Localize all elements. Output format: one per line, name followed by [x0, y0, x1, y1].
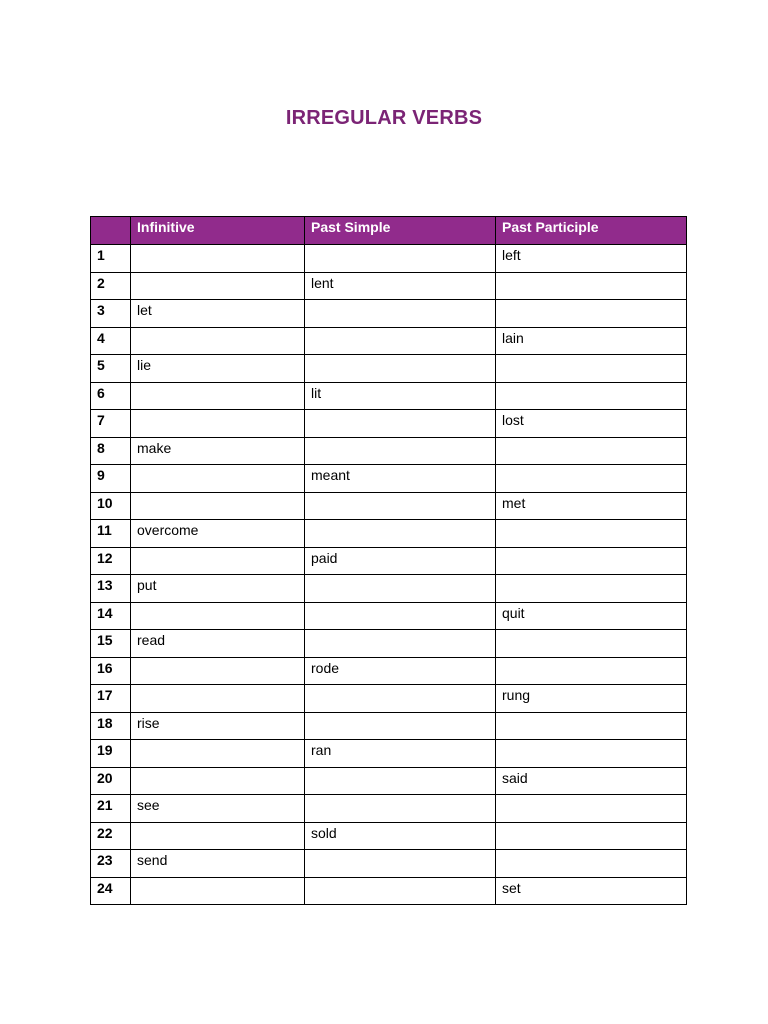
table-row	[91, 712, 687, 740]
table-row	[91, 272, 687, 300]
past-simple-cell	[305, 437, 496, 465]
table-row	[91, 492, 687, 520]
row-number-cell: 1	[91, 245, 131, 273]
infinitive-cell	[131, 657, 305, 685]
table-row	[91, 850, 687, 878]
past-participle-cell	[496, 300, 687, 328]
past-participle-cell	[496, 795, 687, 823]
row-number-cell: 17	[91, 685, 131, 713]
infinitive-cell	[131, 877, 305, 905]
infinitive-cell	[131, 767, 305, 795]
table-header-row	[91, 217, 687, 245]
past-simple-cell	[305, 602, 496, 630]
table-body	[91, 245, 687, 905]
past-simple-cell	[305, 575, 496, 603]
table-row	[91, 740, 687, 768]
row-number-cell: 10	[91, 492, 131, 520]
table-row	[91, 465, 687, 493]
infinitive-cell	[131, 410, 305, 438]
past-participle-cell	[496, 712, 687, 740]
row-number-cell: 12	[91, 547, 131, 575]
row-number-cell: 24	[91, 877, 131, 905]
table-row	[91, 685, 687, 713]
past-simple-cell	[305, 300, 496, 328]
row-number-cell: 23	[91, 850, 131, 878]
infinitive-cell: let	[131, 300, 305, 328]
past-simple-cell	[305, 795, 496, 823]
past-participle-cell: met	[496, 492, 687, 520]
past-simple-cell	[305, 245, 496, 273]
table-row	[91, 630, 687, 658]
row-number-cell: 19	[91, 740, 131, 768]
header-past-participle: Past Participle	[496, 217, 687, 245]
past-participle-cell: quit	[496, 602, 687, 630]
table-row	[91, 437, 687, 465]
past-simple-cell	[305, 767, 496, 795]
past-simple-cell	[305, 520, 496, 548]
past-participle-cell: left	[496, 245, 687, 273]
row-number-cell: 20	[91, 767, 131, 795]
past-participle-cell: lost	[496, 410, 687, 438]
infinitive-cell	[131, 382, 305, 410]
past-participle-cell	[496, 740, 687, 768]
row-number-cell: 5	[91, 355, 131, 383]
row-number-cell: 22	[91, 822, 131, 850]
table-row	[91, 767, 687, 795]
past-participle-cell	[496, 822, 687, 850]
past-simple-cell	[305, 877, 496, 905]
past-simple-cell	[305, 630, 496, 658]
past-participle-cell	[496, 630, 687, 658]
table-row	[91, 877, 687, 905]
infinitive-cell: see	[131, 795, 305, 823]
table-row	[91, 575, 687, 603]
table-row	[91, 382, 687, 410]
table-row	[91, 520, 687, 548]
past-simple-cell: lit	[305, 382, 496, 410]
past-participle-cell	[496, 575, 687, 603]
table-row	[91, 602, 687, 630]
past-simple-cell: sold	[305, 822, 496, 850]
row-number-cell: 3	[91, 300, 131, 328]
table-row	[91, 822, 687, 850]
row-number-cell: 16	[91, 657, 131, 685]
row-number-cell: 9	[91, 465, 131, 493]
past-participle-cell	[496, 657, 687, 685]
row-number-cell: 8	[91, 437, 131, 465]
past-participle-cell	[496, 850, 687, 878]
past-participle-cell	[496, 437, 687, 465]
past-participle-cell	[496, 272, 687, 300]
row-number-cell: 7	[91, 410, 131, 438]
table-row	[91, 300, 687, 328]
past-simple-cell	[305, 327, 496, 355]
past-simple-cell	[305, 410, 496, 438]
past-simple-cell: ran	[305, 740, 496, 768]
past-participle-cell	[496, 355, 687, 383]
past-simple-cell: lent	[305, 272, 496, 300]
past-participle-cell	[496, 382, 687, 410]
infinitive-cell	[131, 602, 305, 630]
row-number-cell: 2	[91, 272, 131, 300]
table-row	[91, 795, 687, 823]
row-number-cell: 11	[91, 520, 131, 548]
past-participle-cell: said	[496, 767, 687, 795]
irregular-verbs-table	[90, 216, 687, 905]
table-row	[91, 547, 687, 575]
past-participle-cell	[496, 520, 687, 548]
past-simple-cell	[305, 685, 496, 713]
table-row	[91, 657, 687, 685]
infinitive-cell: read	[131, 630, 305, 658]
infinitive-cell	[131, 822, 305, 850]
infinitive-cell	[131, 492, 305, 520]
row-number-cell: 18	[91, 712, 131, 740]
infinitive-cell	[131, 547, 305, 575]
table-row	[91, 327, 687, 355]
past-participle-cell	[496, 547, 687, 575]
infinitive-cell	[131, 465, 305, 493]
table-row	[91, 410, 687, 438]
table-row	[91, 245, 687, 273]
row-number-cell: 14	[91, 602, 131, 630]
table-row	[91, 355, 687, 383]
infinitive-cell: lie	[131, 355, 305, 383]
infinitive-cell: make	[131, 437, 305, 465]
header-infinitive: Infinitive	[131, 217, 305, 245]
past-simple-cell	[305, 355, 496, 383]
past-participle-cell: set	[496, 877, 687, 905]
infinitive-cell	[131, 685, 305, 713]
infinitive-cell	[131, 272, 305, 300]
row-number-cell: 15	[91, 630, 131, 658]
past-participle-cell: lain	[496, 327, 687, 355]
infinitive-cell: send	[131, 850, 305, 878]
infinitive-cell	[131, 245, 305, 273]
infinitive-cell	[131, 740, 305, 768]
past-participle-cell	[496, 465, 687, 493]
row-number-cell: 4	[91, 327, 131, 355]
infinitive-cell: overcome	[131, 520, 305, 548]
header-number	[91, 217, 131, 245]
past-simple-cell: meant	[305, 465, 496, 493]
past-simple-cell: paid	[305, 547, 496, 575]
row-number-cell: 13	[91, 575, 131, 603]
infinitive-cell: put	[131, 575, 305, 603]
header-past-simple: Past Simple	[305, 217, 496, 245]
row-number-cell: 21	[91, 795, 131, 823]
infinitive-cell: rise	[131, 712, 305, 740]
infinitive-cell	[131, 327, 305, 355]
page-title: IRREGULAR VERBS	[285, 107, 483, 129]
past-simple-cell	[305, 850, 496, 878]
past-simple-cell	[305, 712, 496, 740]
past-participle-cell: rung	[496, 685, 687, 713]
past-simple-cell	[305, 492, 496, 520]
past-simple-cell: rode	[305, 657, 496, 685]
row-number-cell: 6	[91, 382, 131, 410]
